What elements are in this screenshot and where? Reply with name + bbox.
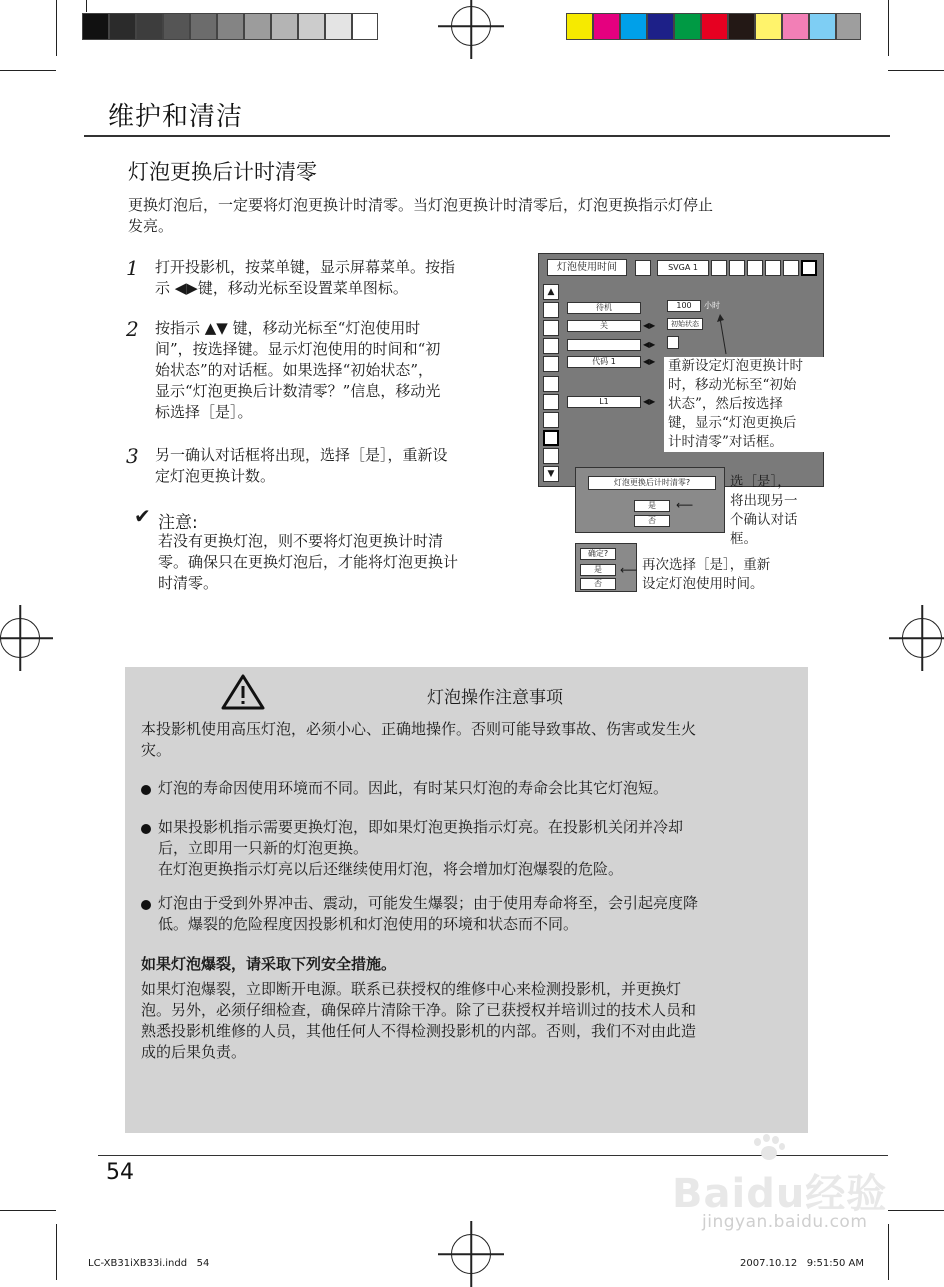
watermark-brand: Baidu经验 bbox=[672, 1171, 888, 1217]
crop-mark bbox=[56, 1224, 57, 1280]
step-text bbox=[155, 318, 515, 423]
caption-line: 重新设定灯泡更换计时 bbox=[668, 358, 803, 374]
note-text bbox=[158, 531, 518, 594]
dialog-question: 灯泡更换后计时清零? bbox=[588, 476, 716, 490]
caption-line: 状态”，然后按选择 bbox=[668, 396, 783, 412]
osd-icon bbox=[543, 394, 559, 410]
step-line: 显示“灯泡更换后计数清零？”信息，移动光 bbox=[155, 382, 441, 400]
step-line: 始状态”的对话框。如果选择“初始状态”， bbox=[155, 361, 434, 379]
color-swatch bbox=[701, 13, 728, 40]
osd-setting-icon bbox=[801, 260, 817, 276]
note-line: 时清零。 bbox=[158, 574, 219, 592]
note-title: 注意: bbox=[158, 513, 198, 533]
gray-swatch bbox=[190, 13, 217, 40]
osd-icon bbox=[711, 260, 727, 276]
paragraph-line: 成的后果负责。 bbox=[141, 1043, 247, 1061]
osd-exit-icon[interactable] bbox=[667, 336, 679, 349]
registration-mark bbox=[451, 1234, 491, 1274]
pointer-arrow bbox=[716, 312, 736, 356]
note-line: 零。确保只在更换灯泡后，才能将灯泡更换计 bbox=[158, 553, 459, 571]
watermark-url: jingyan.baidu.com bbox=[702, 1212, 868, 1232]
file-info: LC-XB31iXB33i.indd 54 bbox=[88, 1258, 210, 1269]
caption-line: 时，移动光标至“初始 bbox=[668, 377, 797, 393]
step-text bbox=[155, 445, 515, 487]
paragraph-line: 熟悉投影机维修的人员，其他任何人不得检测投影机的内部。否则，我们不对由此造 bbox=[141, 1022, 697, 1040]
paw-icon bbox=[752, 1134, 786, 1164]
color-swatch bbox=[755, 13, 782, 40]
color-swatch bbox=[836, 13, 861, 40]
step-line: 打开投影机，按菜单键，显示屏幕菜单。按指 bbox=[155, 258, 456, 276]
color-swatch bbox=[593, 13, 620, 40]
registration-mark bbox=[451, 6, 491, 46]
step-line: 另一确认对话框将出现，选择［是］，重新设 bbox=[155, 446, 448, 464]
bullet-line: 低。爆裂的危险程度因投影机和灯泡使用的环境和状态而不同。 bbox=[158, 915, 579, 933]
color-swatch bbox=[782, 13, 809, 40]
warning-title: 灯泡操作注意事项 bbox=[427, 688, 563, 708]
intro-paragraph bbox=[128, 195, 818, 237]
bullet-line: 灯泡由于受到外界冲击、震动，可能发生爆裂；由于使用寿命将至，会引起亮度降 bbox=[158, 894, 699, 912]
intro-line: 发亮。 bbox=[128, 217, 174, 235]
bullet-icon bbox=[141, 900, 151, 910]
warning-bullet bbox=[158, 893, 798, 935]
dialog-no-button[interactable]: 否 bbox=[634, 515, 670, 527]
header-rule bbox=[84, 135, 890, 137]
osd-field: L1 bbox=[567, 396, 641, 408]
osd-icon bbox=[543, 376, 559, 392]
lamp-reset-button[interactable]: 初始状态 bbox=[667, 318, 703, 330]
warning-intro-line: 灾。 bbox=[141, 741, 172, 759]
pointer-arrow-icon: ⟵ bbox=[620, 563, 638, 577]
page-number: 54 bbox=[106, 1160, 134, 1185]
osd-menu-title: 灯泡使用时间 bbox=[547, 259, 627, 276]
warning-paragraph bbox=[141, 979, 801, 1063]
dialog-yes-button[interactable]: 是 bbox=[580, 564, 616, 576]
crop-mark bbox=[86, 0, 87, 12]
gray-swatch bbox=[109, 13, 136, 40]
gray-swatch bbox=[271, 13, 298, 40]
osd-icon bbox=[543, 356, 559, 372]
osd-icon bbox=[783, 260, 799, 276]
lamp-hours-dialog bbox=[663, 298, 721, 354]
osd-icon bbox=[543, 320, 559, 336]
crop-mark bbox=[888, 70, 944, 71]
osd-icon bbox=[543, 302, 559, 318]
registration-mark bbox=[902, 618, 942, 658]
color-swatch bbox=[728, 13, 755, 40]
osd-lr-arrows: ◀▶ bbox=[643, 357, 656, 366]
step-line: 标选择［是］。 bbox=[155, 403, 253, 421]
dialog-yes-button[interactable]: 是 bbox=[634, 500, 670, 512]
caption-line: 再次选择［是］，重新 bbox=[642, 557, 771, 573]
paragraph-line: 泡。另外，必须仔细检查，确保碎片清除干净。除了已获授权并培训过的技术人员和 bbox=[141, 1001, 697, 1019]
step-line: 按指示 ▲▼ 键，移动光标至“灯泡使用时 bbox=[155, 319, 421, 337]
gray-swatch bbox=[298, 13, 325, 40]
color-swatch bbox=[809, 13, 836, 40]
color-swatch bbox=[620, 13, 647, 40]
osd-field: 代码 1 bbox=[567, 356, 641, 368]
osd-icon bbox=[765, 260, 781, 276]
warning-intro bbox=[141, 719, 801, 761]
print-timestamp: 2007.10.12 9:51:50 AM bbox=[740, 1258, 864, 1269]
color-swatch bbox=[647, 13, 674, 40]
caption-line: 计时清零”对话框。 bbox=[668, 434, 783, 450]
step-number: 1 bbox=[126, 256, 139, 280]
lamp-hours-value: 100 bbox=[667, 300, 701, 312]
gray-swatch bbox=[325, 13, 352, 40]
osd-down-arrow-icon: ▼ bbox=[543, 466, 559, 482]
bullet-icon bbox=[141, 785, 151, 795]
registration-mark bbox=[0, 618, 40, 658]
warning-intro-line: 本投影机使用高压灯泡，必须小心、正确地操作。否则可能导致事故、伤害或发生火 bbox=[141, 720, 697, 738]
caption-line: 将出现另一 bbox=[730, 493, 798, 509]
warning-subheading: 如果灯泡爆裂，请采取下列安全措施。 bbox=[141, 955, 397, 973]
gray-swatch bbox=[163, 13, 190, 40]
checkmark-icon: ✔ bbox=[134, 504, 151, 528]
osd-up-arrow-icon: ▲ bbox=[543, 284, 559, 300]
osd-icon bbox=[543, 338, 559, 354]
caption-line: 框。 bbox=[730, 531, 757, 547]
step-line: 定灯泡更换计数。 bbox=[155, 467, 276, 485]
crop-mark bbox=[888, 0, 889, 56]
lamp-hours-unit: 小时 bbox=[704, 301, 720, 310]
bullet-line: 在灯泡更换指示灯亮以后还继续使用灯泡，将会增加灯泡爆裂的危险。 bbox=[158, 860, 624, 878]
gray-swatch bbox=[217, 13, 244, 40]
warning-box bbox=[125, 667, 808, 1133]
osd-icon bbox=[543, 412, 559, 428]
osd-lr-arrows: ◀▶ bbox=[643, 340, 656, 349]
warning-bullet bbox=[158, 778, 798, 799]
crop-mark bbox=[888, 1210, 944, 1211]
bullet-icon bbox=[141, 824, 151, 834]
crop-mark bbox=[0, 1210, 56, 1211]
step-number: 3 bbox=[126, 444, 139, 468]
osd-field: 待机 bbox=[567, 302, 641, 314]
bullet-line: 如果投影机指示需要更换灯泡，即如果灯泡更换指示灯亮。在投影机关闭并冷却 bbox=[158, 818, 684, 836]
osd-caption-1 bbox=[664, 357, 842, 452]
caption-line: 键，显示“灯泡更换后 bbox=[668, 415, 797, 431]
paragraph-line: 如果灯泡爆裂，立即断开电源。联系已获授权的维修中心来检测投影机，并更换灯 bbox=[141, 980, 682, 998]
caption-line: 选［是］， bbox=[730, 474, 791, 490]
warning-triangle-icon bbox=[221, 673, 265, 711]
osd-field bbox=[567, 339, 641, 351]
color-swatch bbox=[674, 13, 701, 40]
intro-line: 更换灯泡后，一定要将灯泡更换计时清零。当灯泡更换计时清零后，灯泡更换指示灯停止 bbox=[128, 196, 714, 214]
osd-mode-label: SVGA 1 bbox=[657, 260, 709, 276]
crop-mark bbox=[888, 1224, 889, 1280]
bullet-line: 后，立即用一只新的灯泡更换。 bbox=[158, 839, 369, 857]
crop-mark bbox=[0, 70, 56, 71]
osd-caption-3 bbox=[642, 556, 812, 594]
osd-lr-arrows: ◀▶ bbox=[643, 397, 656, 406]
step-line: 示 ◀▶键，移动光标至设置菜单图标。 bbox=[155, 279, 408, 297]
osd-icon bbox=[729, 260, 745, 276]
step-line: 间”，按选择键。显示灯泡使用的时间和“初 bbox=[155, 340, 441, 358]
gray-swatch bbox=[82, 13, 109, 40]
warning-bullet bbox=[158, 817, 798, 880]
pointer-arrow-icon: ⟵ bbox=[676, 498, 694, 512]
caption-line: 设定灯泡使用时间。 bbox=[642, 576, 764, 592]
osd-screen-icon bbox=[635, 260, 651, 276]
note-line: 若没有更换灯泡，则不要将灯泡更换计时清 bbox=[158, 532, 444, 550]
page-subtitle: 灯泡更换后计时清零 bbox=[128, 160, 317, 184]
osd-caption-2 bbox=[730, 473, 820, 549]
gray-swatch bbox=[244, 13, 271, 40]
osd-lr-arrows: ◀▶ bbox=[643, 321, 656, 330]
reset-confirm-dialog bbox=[575, 467, 725, 533]
dialog-no-button[interactable]: 否 bbox=[580, 578, 616, 590]
bullet-line: 灯泡的寿命因使用环境而不同。因此，有时某只灯泡的寿命会比其它灯泡短。 bbox=[158, 779, 669, 797]
gray-swatch bbox=[352, 13, 378, 40]
osd-field: 关 bbox=[567, 320, 641, 332]
section-title: 维护和清洁 bbox=[108, 102, 244, 132]
step-number: 2 bbox=[126, 317, 139, 341]
osd-lamp-icon bbox=[543, 430, 559, 446]
gray-swatch bbox=[136, 13, 163, 40]
osd-icon bbox=[747, 260, 763, 276]
step-text bbox=[155, 257, 515, 299]
caption-line: 个确认对话 bbox=[730, 512, 798, 528]
color-swatch bbox=[566, 13, 593, 40]
dialog-question: 确定? bbox=[580, 548, 616, 560]
osd-icon bbox=[543, 448, 559, 464]
crop-mark bbox=[56, 0, 57, 56]
